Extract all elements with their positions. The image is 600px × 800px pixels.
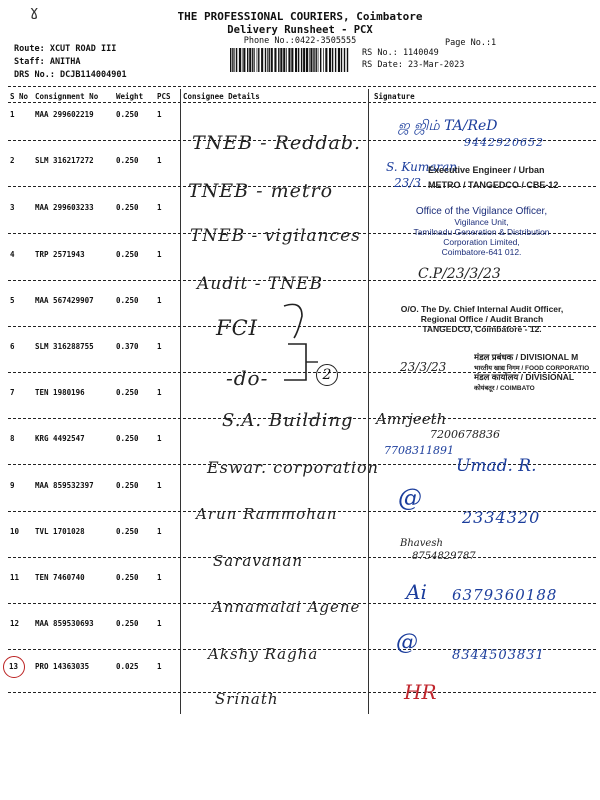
row-pcs: 1 (157, 250, 162, 259)
signature-initials: HR (404, 680, 437, 704)
row-consignment: TEN 1980196 (35, 388, 85, 397)
consignee-handwriting: Eswar. corporation (207, 458, 379, 477)
consignee-handwriting: -do- (226, 366, 269, 390)
row-sno: 13 (9, 662, 19, 671)
row-sno: 11 (10, 573, 20, 582)
row-consignment: MAA 859532397 (35, 481, 94, 490)
row-sno: 5 (10, 296, 15, 305)
stamp-line: Executive Engineer / Urban (428, 165, 545, 175)
signature-phone: 7200678836 (430, 428, 500, 441)
barcode (230, 48, 350, 72)
col-header-weight: Weight (116, 92, 144, 101)
row-pcs: 1 (157, 203, 162, 212)
drs-number: DRS No.: DCJB114004901 (14, 70, 127, 80)
column-divider (368, 89, 369, 714)
row-pcs: 1 (157, 342, 162, 351)
circled-number: 2 (316, 364, 338, 386)
signature-phone: 8344503831 (452, 648, 545, 663)
signature-name: S. Kumaran (386, 160, 458, 174)
row-weight: 0.250 (116, 388, 139, 397)
row-consignment: TVL 1701028 (35, 527, 85, 536)
stamp-audit-office (374, 304, 590, 334)
row-weight: 0.250 (116, 203, 139, 212)
row-weight: 0.025 (116, 662, 139, 671)
row-weight: 0.370 (116, 342, 139, 351)
stamp-line: मंडल कार्यालय / DIVISIONAL (474, 372, 575, 382)
row-consignment: TRP 2571943 (35, 250, 85, 259)
route: Route: XCUT ROAD III (14, 44, 117, 54)
row-sno: 12 (10, 619, 20, 628)
consignee-handwriting: TNEB - metro (188, 180, 334, 202)
document-subtitle: Delivery Runsheet - PCX (227, 24, 373, 36)
page-number: Page No.:1 (445, 38, 497, 48)
row-weight: 0.250 (116, 296, 139, 305)
row-consignment: MAA 567429907 (35, 296, 94, 305)
signature-scribble: ஜ ஜிம் TA/ReD (398, 118, 498, 134)
stamp-line: TANGEDCO, Coimbatore - 12. (422, 324, 542, 334)
col-header-consignee: Consignee Details (183, 92, 260, 101)
signature-scribble: Ai (406, 580, 427, 604)
signature-date: C.P/23/3/23 (418, 266, 501, 282)
row-13-circle-mark (3, 656, 25, 678)
col-header-signature: Signature (374, 92, 415, 101)
col-header-consignment: Consignment No (35, 92, 99, 101)
row-sno: 8 (10, 434, 15, 443)
row-sno: 10 (10, 527, 20, 536)
stamp-food-corporation (474, 352, 598, 392)
stamp-line: भारतीय खाद्य निगम / FOOD CORPORATIO (474, 365, 590, 372)
row-pcs: 1 (157, 527, 162, 536)
row-sno: 6 (10, 342, 15, 351)
consignee-handwriting: Saravanan (213, 552, 304, 570)
column-divider (180, 89, 181, 714)
row-consignment: TEN 7460740 (35, 573, 85, 582)
row-weight: 0.250 (116, 619, 139, 628)
signature-scribble: @ (398, 484, 422, 512)
stamp-line: METRO / TANGEDCO / CBE-12 (428, 180, 559, 190)
signature-phone: 6379360188 (452, 586, 558, 604)
col-header-sno: S No (10, 92, 29, 101)
row-pcs: 1 (157, 662, 162, 671)
row-pcs: 1 (157, 296, 162, 305)
row-weight: 0.250 (116, 434, 139, 443)
stamp-line: Office of the Vigilance Officer, (415, 206, 548, 217)
row-pcs: 1 (157, 434, 162, 443)
row-consignment: MAA 859530693 (35, 619, 94, 628)
signature-phone: 7708311891 (384, 444, 454, 457)
consignee-handwriting: Srinath (215, 690, 279, 708)
signature-phone: 9442920652 (464, 136, 544, 149)
signature-phone: 8754829787 (412, 551, 476, 562)
signature-name: Umad. R. (456, 456, 537, 476)
staff: Staff: ANITHA (14, 57, 81, 67)
signature-scribble: Bhavesh (400, 538, 443, 549)
consignee-handwriting: FCI (216, 316, 258, 340)
row-pcs: 1 (157, 573, 162, 582)
consignee-handwriting: Audit - TNEB (197, 274, 324, 294)
consignee-handwriting: TNEB - vigilances (190, 226, 361, 246)
row-pcs: 1 (157, 481, 162, 490)
row-sno: 2 (10, 156, 15, 165)
rs-number: RS No.: 1140049 (362, 48, 439, 58)
stamp-line: Corporation Limited, (443, 237, 520, 247)
rs-date: RS Date: 23-Mar-2023 (362, 60, 465, 70)
row-consignment: PRO 14363035 (35, 662, 90, 671)
consignee-handwriting: Akshy Ragha (208, 645, 319, 663)
stamp-vigilance-office (394, 206, 569, 257)
row-consignment: SLM 316288755 (35, 342, 94, 351)
scan-mark: ɣ (30, 4, 39, 20)
stamp-line: Vigilance Unit, (454, 217, 509, 227)
header-rule-top (8, 86, 596, 87)
signature-scribble: @ (396, 630, 418, 655)
row-sno: 4 (10, 250, 15, 259)
signature-date: 23/3/23 (400, 360, 447, 374)
stamp-line: Regional Office / Audit Branch (420, 314, 544, 324)
row-pcs: 1 (157, 388, 162, 397)
consignee-handwriting: S.A. Building (222, 410, 354, 431)
stamp-line: Tamilnadu Generation & Distribution (413, 227, 550, 237)
row-consignment: KRG 4492547 (35, 434, 85, 443)
signature-number: 2334320 (462, 508, 541, 527)
row-sno: 9 (10, 481, 15, 490)
row-sno: 7 (10, 388, 15, 397)
row-weight: 0.250 (116, 250, 139, 259)
consignee-handwriting: TNEB - Reddab. (192, 132, 362, 154)
consignee-handwriting: Annamalai Agene (212, 598, 361, 616)
signature-number: 23/3 (394, 176, 421, 190)
stamp-line: मंडल प्रबंधक / DIVISIONAL M (474, 352, 579, 362)
stamp-line: O/O. The Dy. Chief Internal Audit Officer, (400, 304, 564, 314)
row-consignment: MAA 299603233 (35, 203, 94, 212)
row-sno: 3 (10, 203, 15, 212)
row-pcs: 1 (157, 156, 162, 165)
stamp-executive-engineer (428, 165, 558, 190)
row-pcs: 1 (157, 110, 162, 119)
col-header-pcs: PCS (157, 92, 171, 101)
row-consignment: SLM 316217272 (35, 156, 94, 165)
row-sno: 1 (10, 110, 15, 119)
consignee-handwriting: Arun Rammohan (196, 505, 338, 523)
row-consignment: MAA 299602219 (35, 110, 94, 119)
row-separator (8, 692, 596, 693)
header-rule-bottom (8, 102, 596, 103)
signature-name: Amrjeeth (376, 410, 447, 428)
row-pcs: 1 (157, 619, 162, 628)
stamp-line: Coimbatore-641 012. (441, 247, 522, 257)
document-title: THE PROFESSIONAL COURIERS, Coimbatore (177, 10, 423, 23)
stamp-line: कोयंबतूर / COIMBATO (474, 385, 535, 392)
phone-number: Phone No.:0422-3505555 (243, 36, 357, 46)
row-weight: 0.250 (116, 527, 139, 536)
row-weight: 0.250 (116, 110, 139, 119)
row-weight: 0.250 (116, 573, 139, 582)
row-weight: 0.250 (116, 481, 139, 490)
row-weight: 0.250 (116, 156, 139, 165)
